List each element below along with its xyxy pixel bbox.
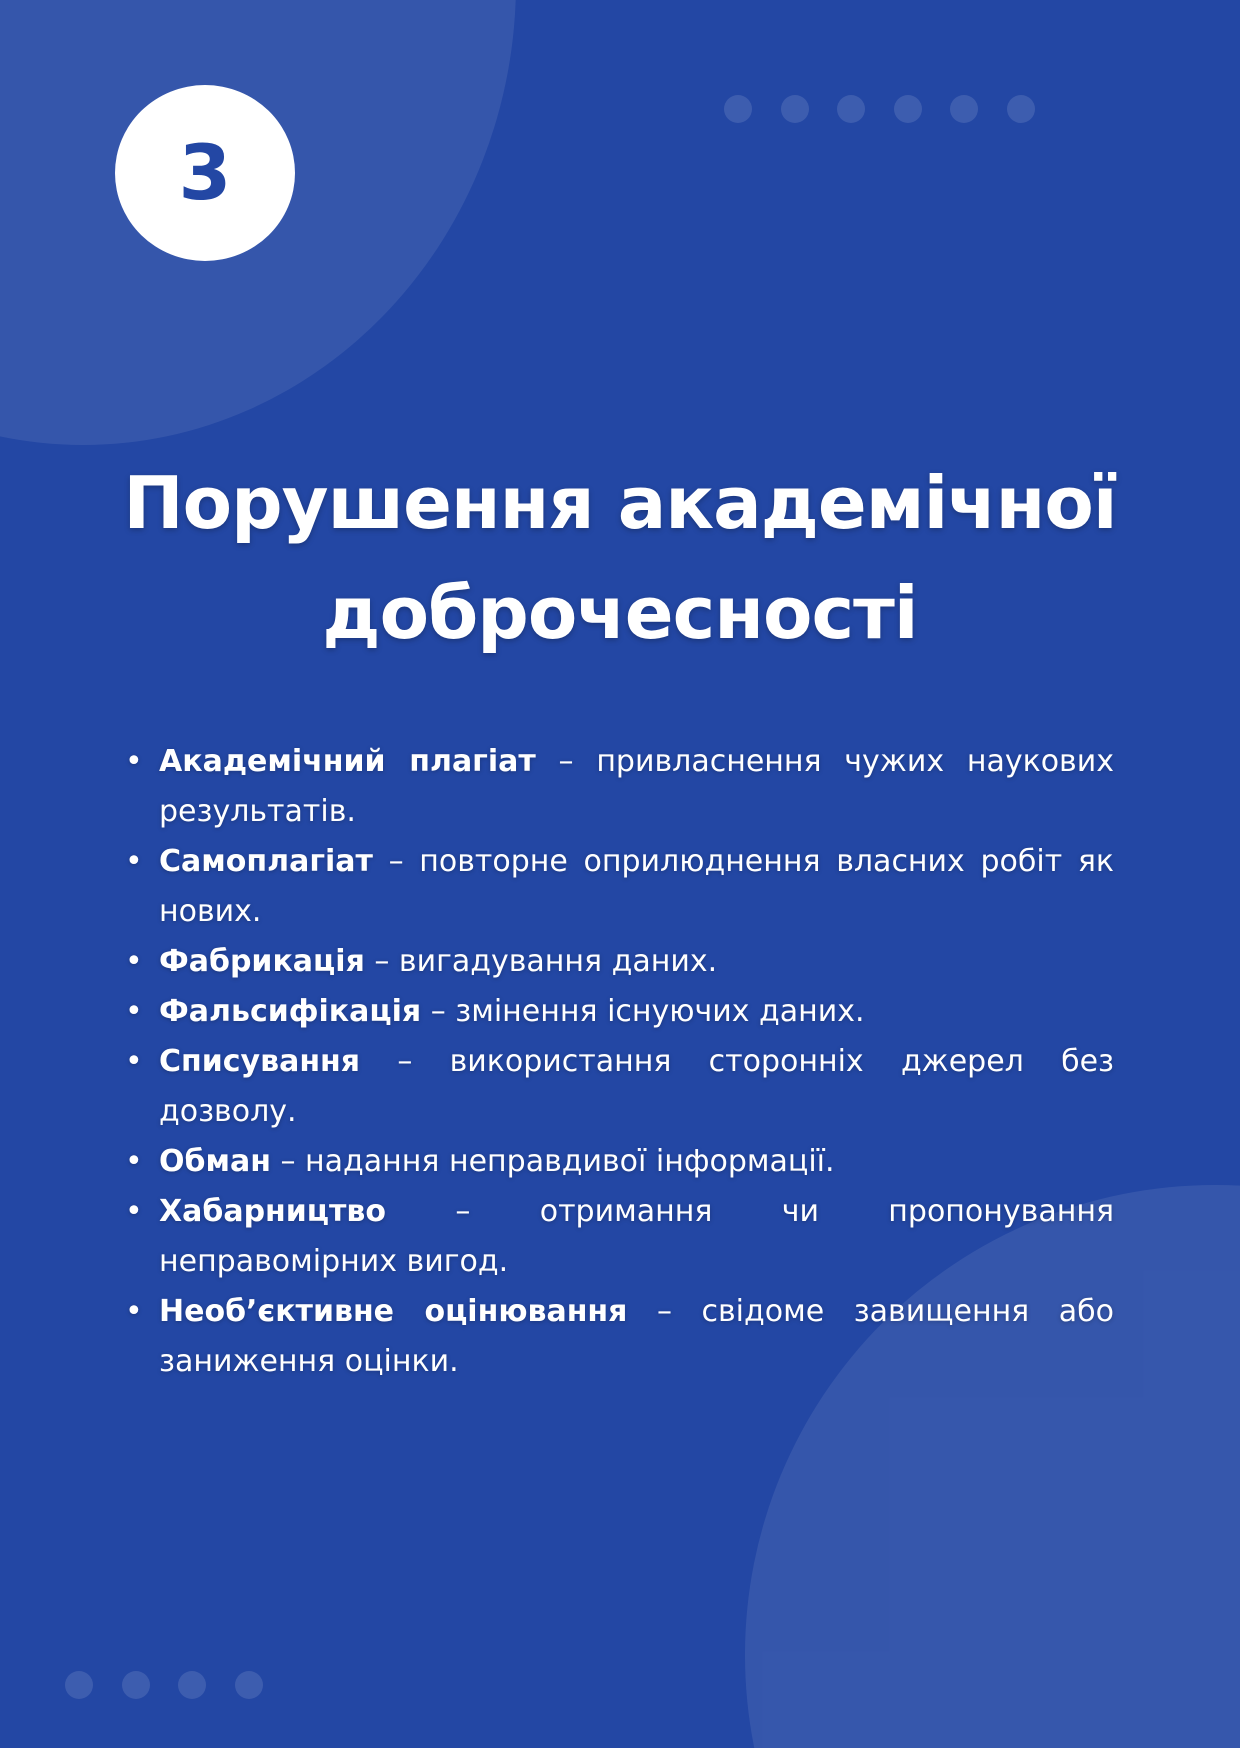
list-item-term: Обман <box>159 1144 271 1179</box>
dot-icon <box>950 95 978 123</box>
bullet-icon: • <box>125 944 143 979</box>
page-title-line-2: доброчесності <box>322 571 918 655</box>
decorative-dots-top-right <box>724 95 1035 123</box>
list-item-separator: – <box>270 1144 306 1179</box>
dot-icon <box>178 1671 206 1699</box>
list-item-definition: використання сторонніх джерел без дозволу. <box>159 1044 1115 1129</box>
decorative-dots-bottom-left <box>65 1671 263 1699</box>
list-item-definition: повторне оприлюднення власних робіт як нових. <box>159 844 1114 929</box>
list-item <box>125 987 1114 1037</box>
list-item-definition: привласнення чужих наукових результатів. <box>159 744 1114 829</box>
list-item-separator: – <box>386 1194 540 1229</box>
bullet-icon: • <box>125 1194 143 1229</box>
dot-icon <box>894 95 922 123</box>
list-item-separator: – <box>627 1294 702 1329</box>
list-item <box>125 837 1114 937</box>
list-item-definition: свідоме завищення або заниження оцінки. <box>159 1294 1114 1379</box>
dot-icon <box>122 1671 150 1699</box>
violations-list <box>125 737 1115 1387</box>
page-title <box>0 448 1240 668</box>
list-item-term: Хабарництво <box>159 1194 387 1229</box>
list-item-term: Списування <box>159 1044 361 1079</box>
section-number-badge <box>115 85 295 261</box>
list-item-separator: – <box>364 944 399 979</box>
list-item <box>125 1037 1115 1137</box>
list-item-term: Фальсифікація <box>159 994 422 1029</box>
dot-icon <box>65 1671 93 1699</box>
dot-icon <box>724 95 752 123</box>
list-item <box>125 1187 1114 1287</box>
dot-icon <box>1007 95 1035 123</box>
list-item <box>125 1137 1114 1187</box>
list-item <box>125 1287 1114 1387</box>
bullet-icon: • <box>125 744 143 779</box>
section-number: 3 <box>178 128 232 217</box>
bullet-icon: • <box>125 1294 143 1329</box>
page-title-line-1: Порушення академічної <box>123 461 1117 545</box>
list-item <box>125 937 1114 987</box>
list-item-definition: отримання чи пропонування неправомірних вигод. <box>159 1194 1114 1279</box>
list-item-term: Самоплагіат <box>159 844 373 879</box>
bullet-icon: • <box>125 1144 143 1179</box>
list-item-term: Необ’єктивне оцінювання <box>159 1294 628 1329</box>
bullet-icon: • <box>125 1044 143 1079</box>
list-item-separator: – <box>535 744 597 779</box>
list-item-definition: вигадування даних. <box>398 944 718 979</box>
list-item-separator: – <box>360 1044 450 1079</box>
dot-icon <box>781 95 809 123</box>
bullet-icon: • <box>125 994 143 1029</box>
list-item-term: Фабрикація <box>159 944 365 979</box>
list-item <box>125 737 1114 837</box>
list-item-definition: надання неправдивої інформації. <box>305 1144 835 1179</box>
bullet-icon: • <box>125 844 143 879</box>
dot-icon <box>837 95 865 123</box>
list-item-term: Академічний плагіат <box>159 744 536 779</box>
list-item-definition: змінення існуючих даних. <box>455 994 865 1029</box>
list-item-separator: – <box>421 994 456 1029</box>
list-item-separator: – <box>372 844 420 879</box>
dot-icon <box>235 1671 263 1699</box>
